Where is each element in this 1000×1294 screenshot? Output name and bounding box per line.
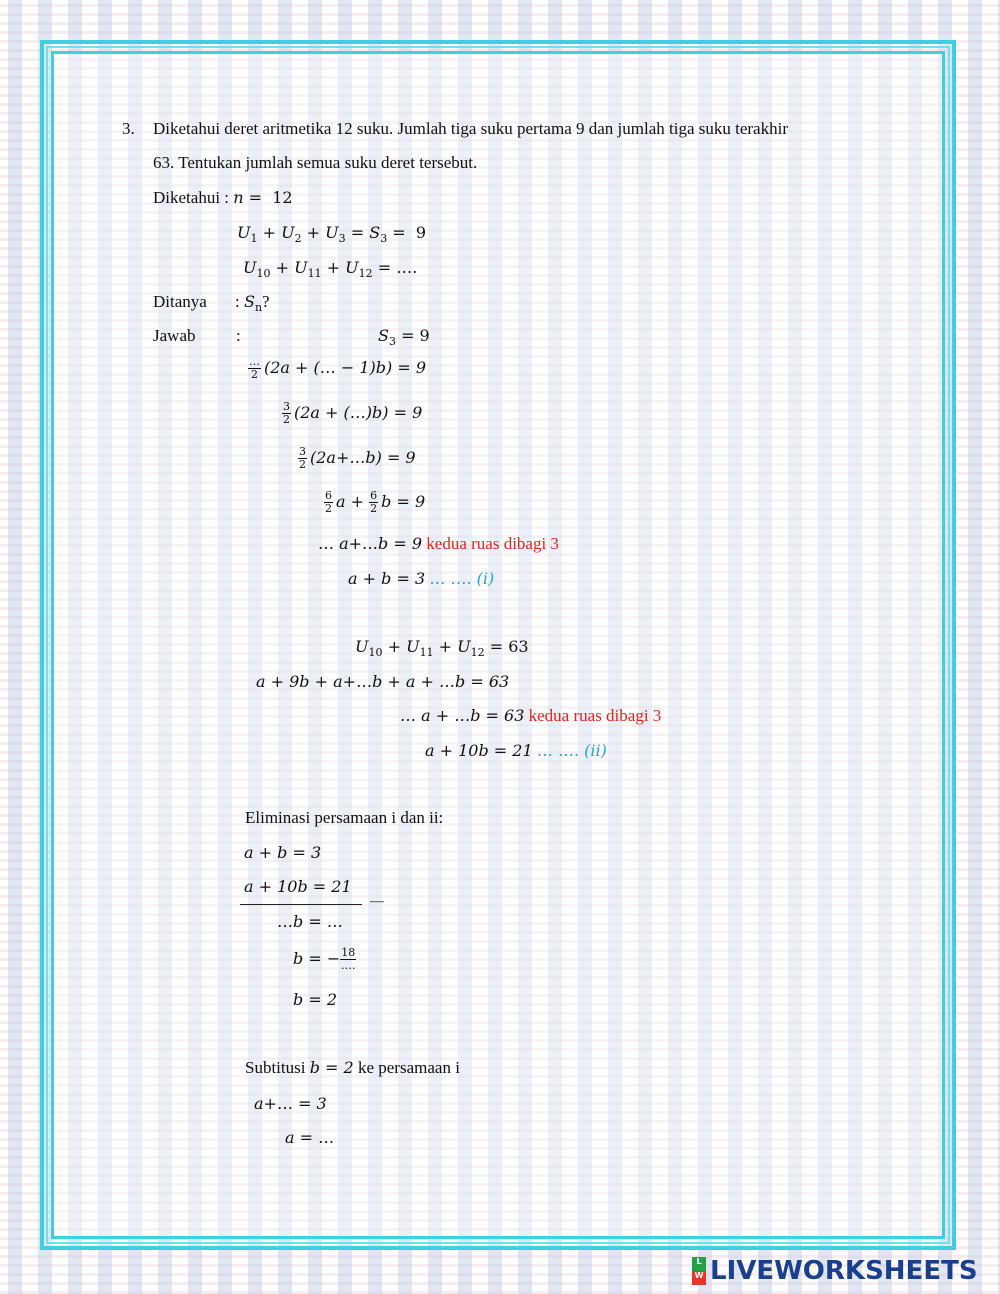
fraction-numerator: 3 xyxy=(283,400,290,413)
fraction-numerator: … xyxy=(249,355,260,368)
step-ii-1-rhs: = 63 xyxy=(489,637,529,656)
fraction-denominator: 2 xyxy=(370,502,378,515)
known-s3-equation: $U_1 + U_2 + U_3 = S_3 = 9$ xyxy=(237,223,427,245)
fraction-denominator: …. xyxy=(340,959,356,972)
substitution-title-a: Subtitusi xyxy=(245,1058,306,1077)
elimination-eq-2: a + 10b = 21 xyxy=(244,877,352,896)
answer-label: Jawab xyxy=(153,326,196,345)
step-i-2-expression: (2a + (…)b) = 9 xyxy=(294,403,423,422)
elimination-result-3: b = 2 xyxy=(293,990,337,1009)
fraction-n-over-2 xyxy=(248,356,261,381)
fraction-denominator: 2 xyxy=(299,458,306,471)
problem-line-2: 63. Tentukan jumlah semua suku deret tersebut. xyxy=(153,153,478,172)
fraction-numerator: 18 xyxy=(341,946,356,959)
step-i-5-expression: … a+…b = 9 xyxy=(318,534,423,553)
step-i-4-a: a + xyxy=(336,492,365,511)
fraction-denominator: 2 xyxy=(251,368,258,381)
fraction-numerator: 6 xyxy=(325,489,332,502)
step-ii-2: a + 9b + a+…b + a + …b = 63 xyxy=(256,672,510,691)
fraction-denominator: 2 xyxy=(325,502,332,515)
substitution-title xyxy=(245,1057,460,1079)
known-s3-value: 9 xyxy=(415,223,427,242)
known-last-value: …. xyxy=(396,258,418,277)
equation-i-tag: … …. (i) xyxy=(429,569,495,588)
elimination-result-1: …b = … xyxy=(277,912,343,931)
known-label-text: Diketahui : xyxy=(153,188,230,207)
step-s3-value: = 9 xyxy=(401,326,430,345)
fraction-numerator: 6 xyxy=(370,489,378,502)
logo-text: LIVEWORKSHEETS xyxy=(710,1256,978,1286)
problem-number: 3. xyxy=(122,119,135,138)
asked-colon: : xyxy=(235,292,240,311)
step-i-3-expression: (2a+…b) = 9 xyxy=(310,448,416,467)
asked-value: : $S_n$? xyxy=(235,292,270,314)
logo-badge-letter-l: L xyxy=(692,1257,706,1271)
step-i-2 xyxy=(282,401,422,426)
step-i-3 xyxy=(298,446,416,471)
elimination-eq-1: a + b = 3 xyxy=(244,843,322,862)
step-ii-4 xyxy=(425,740,607,762)
step-i-1 xyxy=(248,356,426,381)
elimination-line xyxy=(240,904,362,905)
asked-question-mark: ? xyxy=(262,292,270,311)
equation-i: a + b = 3 xyxy=(348,569,426,588)
known-n: n = 12 xyxy=(233,188,293,207)
elimination-minus-sign: — xyxy=(370,894,384,909)
liveworksheets-logo xyxy=(692,1256,978,1286)
step-i-1-expression: (2a + (… − 1)b) = 9 xyxy=(264,358,427,377)
logo-badge-icon xyxy=(692,1257,706,1285)
step-i-5-note: kedua ruas dibagi 3 xyxy=(426,534,559,553)
asked-label: Ditanya xyxy=(153,292,207,311)
logo-badge-letter-w: W xyxy=(692,1271,706,1285)
step-i-4 xyxy=(324,490,425,515)
answer-colon: : xyxy=(236,326,241,345)
equation-ii: a + 10b = 21 xyxy=(425,741,533,760)
step-i-4-b: b = 9 xyxy=(381,492,426,511)
equation-ii-tag: … …. (ii) xyxy=(536,741,607,760)
substitution-title-c: ke persamaan i xyxy=(357,1058,460,1077)
fraction-3-over-2 xyxy=(298,446,307,471)
step-ii-3-expression: … a + …b = 63 xyxy=(400,706,525,725)
step-i-6 xyxy=(348,568,494,590)
problem-line-1: Diketahui deret aritmetika 12 suku. Jumlah tiga suku pertama 9 dan jumlah tiga suku terakhir xyxy=(153,119,788,138)
fraction-6-over-2 xyxy=(369,490,378,515)
substitution-title-b: b = 2 xyxy=(309,1058,354,1077)
fraction-denominator: 2 xyxy=(283,413,290,426)
step-ii-3 xyxy=(400,705,661,727)
step-ii-1: $U_{10} + U_{11} + U_{12} = 63$ xyxy=(355,637,529,659)
known-last-three-equation: $U_{10} + U_{11} + U_{12}$ = …. xyxy=(243,258,418,280)
step-i-5 xyxy=(318,533,559,555)
substitution-eq-1: a+… = 3 xyxy=(254,1094,327,1113)
known-n-value: 12 xyxy=(272,188,293,207)
fraction-numerator: 3 xyxy=(299,445,306,458)
step-ii-3-note: kedua ruas dibagi 3 xyxy=(528,706,662,725)
elimination-result-2-left: b = − xyxy=(293,949,341,968)
fraction-18-over-blank xyxy=(340,947,356,972)
elimination-result-2 xyxy=(293,947,359,972)
fraction-3-over-2 xyxy=(282,401,291,426)
known-label xyxy=(153,187,293,209)
substitution-eq-2: a = … xyxy=(285,1128,335,1147)
elimination-title: Eliminasi persamaan i dan ii: xyxy=(245,808,444,827)
fraction-6-over-2 xyxy=(324,490,333,515)
step-s3: $S_3 = 9$ xyxy=(378,326,430,348)
